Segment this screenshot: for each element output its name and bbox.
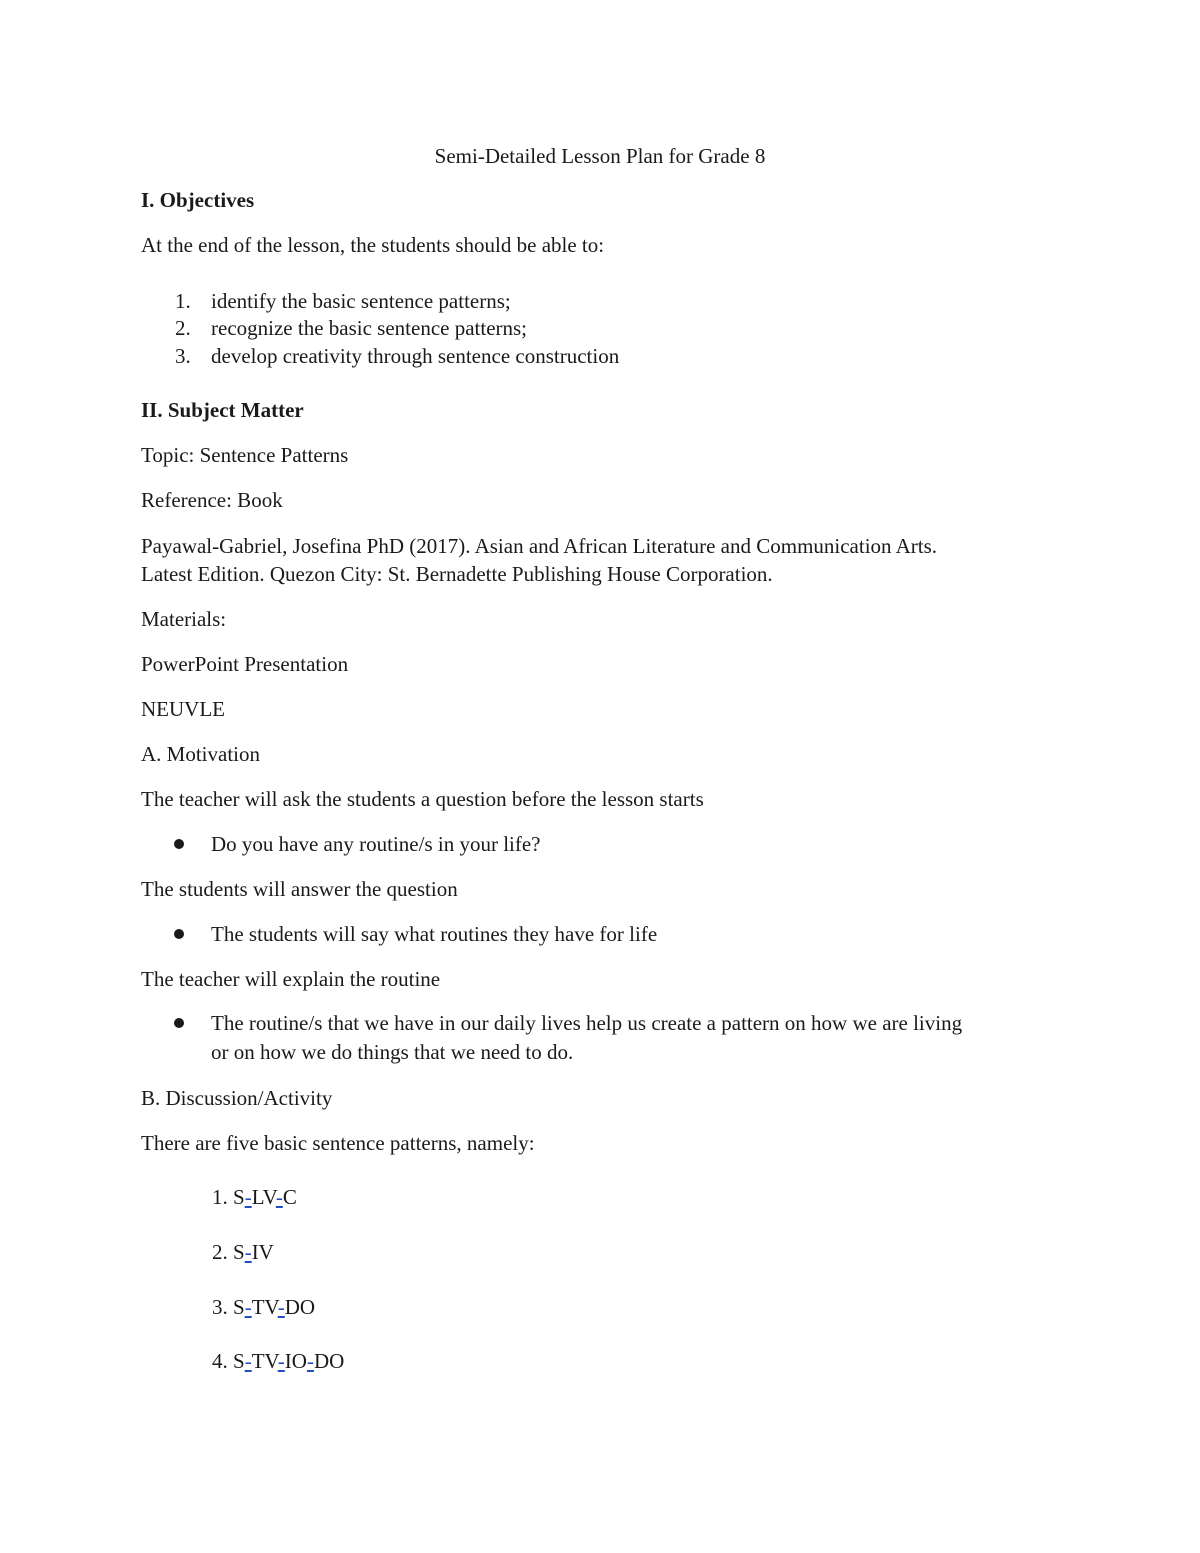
pattern-dash: -: [244, 1349, 252, 1373]
objective-number: 3.: [175, 344, 191, 368]
objectives-heading: I. Objectives: [141, 188, 255, 212]
motivation-bullet: Do you have any routine/s in your life?: [211, 832, 541, 856]
sentence-pattern-item: [212, 1238, 274, 1266]
pattern-dash: -: [244, 1240, 252, 1264]
objective-item: recognize the basic sentence patterns;: [211, 316, 528, 340]
subject-matter-heading: II. Subject Matter: [141, 398, 304, 422]
motivation-text: The teacher will explain the routine: [141, 967, 441, 991]
pattern-part: S: [233, 1240, 245, 1264]
material-item: PowerPoint Presentation: [141, 652, 349, 676]
pattern-part: DO: [284, 1295, 316, 1319]
motivation-bullet: The routine/s that we have in our daily lives help us create a pattern on how we are living: [211, 1011, 963, 1035]
pattern-part: S: [233, 1349, 245, 1373]
bullet-icon: [174, 839, 184, 849]
materials-label: Materials:: [141, 607, 227, 631]
pattern-dash: -: [275, 1185, 283, 1209]
discussion-heading: B. Discussion/Activity: [141, 1086, 333, 1110]
pattern-number: 1.: [212, 1185, 228, 1209]
pattern-part: IV: [251, 1240, 274, 1264]
pattern-dash: -: [306, 1349, 314, 1373]
motivation-text: The students will answer the question: [141, 877, 458, 901]
objectives-intro: At the end of the lesson, the students should be able to:: [141, 233, 605, 257]
objective-number: 2.: [175, 316, 191, 340]
pattern-part: DO: [313, 1349, 345, 1373]
motivation-bullet: The students will say what routines they have for life: [211, 922, 658, 946]
bullet-icon: [174, 929, 184, 939]
pattern-dash: -: [244, 1185, 252, 1209]
page-title: Semi-Detailed Lesson Plan for Grade 8: [434, 144, 766, 168]
objective-item: develop creativity through sentence construction: [211, 344, 620, 368]
citation-line: Latest Edition. Quezon City: St. Bernadette Publishing House Corporation.: [141, 562, 773, 586]
pattern-dash: -: [277, 1349, 285, 1373]
reference-line: Reference: Book: [141, 488, 283, 512]
objective-item: identify the basic sentence patterns;: [211, 289, 511, 313]
discussion-intro: There are five basic sentence patterns, namely:: [141, 1131, 535, 1155]
motivation-heading: A. Motivation: [141, 742, 260, 766]
pattern-part: TV: [251, 1349, 278, 1373]
pattern-number: 3.: [212, 1295, 228, 1319]
sentence-pattern-item: [212, 1347, 344, 1375]
citation-line: Payawal-Gabriel, Josefina PhD (2017). Asian and African Literature and Communication Arts.: [141, 534, 938, 558]
pattern-part: C: [282, 1185, 297, 1209]
motivation-text: The teacher will ask the students a question before the lesson starts: [141, 787, 704, 811]
motivation-bullet-continued: or on how we do things that we need to do.: [211, 1040, 574, 1064]
pattern-number: 4.: [212, 1349, 228, 1373]
sentence-pattern-item: [212, 1183, 297, 1211]
material-item: NEUVLE: [141, 697, 225, 721]
pattern-part: LV: [251, 1185, 276, 1209]
topic-line: Topic: Sentence Patterns: [141, 443, 349, 467]
pattern-part: S: [233, 1185, 245, 1209]
pattern-part: IO: [284, 1349, 307, 1373]
bullet-icon: [174, 1018, 184, 1028]
pattern-number: 2.: [212, 1240, 228, 1264]
pattern-part: S: [233, 1295, 245, 1319]
pattern-part: TV: [251, 1295, 278, 1319]
objective-number: 1.: [175, 289, 191, 313]
pattern-dash: -: [244, 1295, 252, 1319]
sentence-pattern-item: [212, 1293, 315, 1321]
pattern-dash: -: [277, 1295, 285, 1319]
